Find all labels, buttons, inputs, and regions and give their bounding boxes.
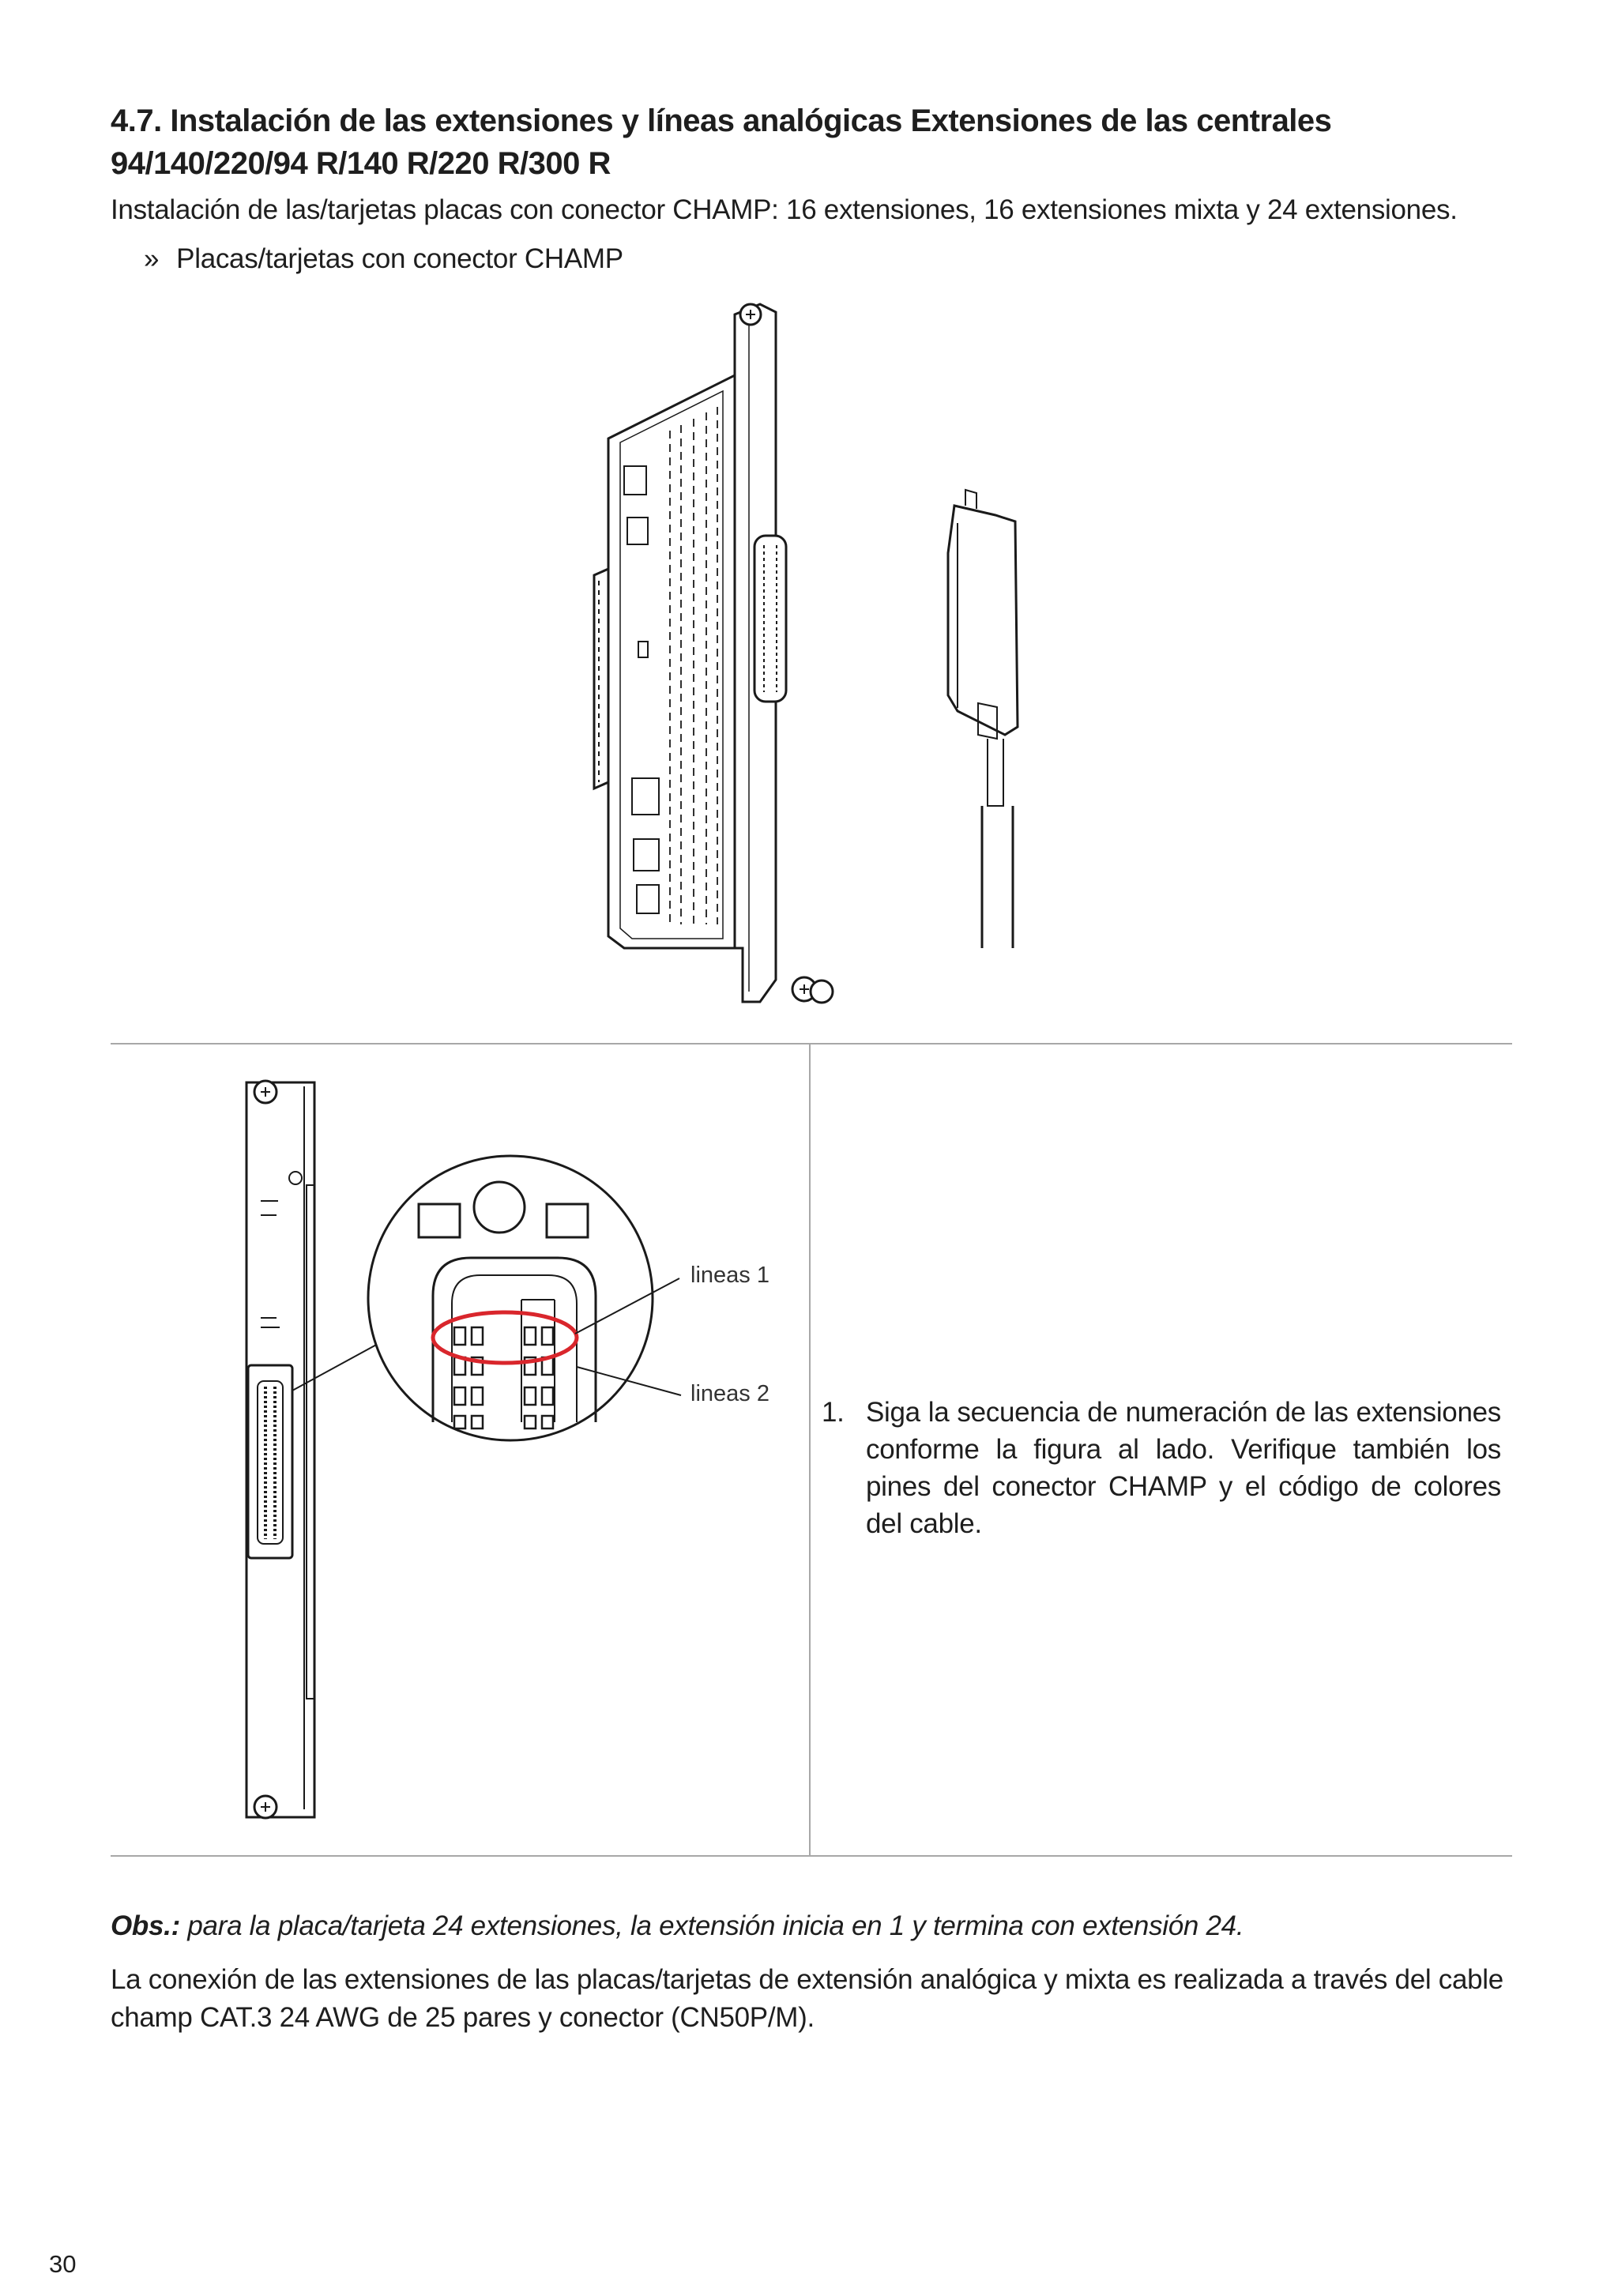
section-number: 4.7. (111, 104, 162, 138)
champ-cable-illustration (948, 490, 1018, 948)
bullet-mark: » (144, 243, 160, 274)
connector-zoom-detail (368, 1156, 681, 1440)
front-panel-illustration (246, 1081, 379, 1818)
connection-paragraph: La conexión de las extensiones de las placas/tarjetas de extensión analógica y mixta es realizada a través del cable champ CAT.3 24 AWG de 25 pares y conector (CN50P/M). (111, 1964, 1503, 2033)
callout-lineas-2: lineas 2 (690, 1381, 769, 1406)
obs-label: Obs.: (111, 1910, 180, 1941)
champ-card-illustration (594, 304, 833, 1003)
obs-text: para la placa/tarjeta 24 extensiones, la extensión inicia en 1 y termina con extensión 24. (179, 1910, 1244, 1941)
callout-lineas-1: lineas 1 (690, 1263, 769, 1288)
step-number: 1. (822, 1397, 845, 1428)
page-number: 30 (49, 2250, 77, 2278)
section-title: Instalación de las extensiones y líneas analógicas Extensiones de las centrales 94/140/220/94 R/140 R/220 R/300 R (111, 104, 1332, 181)
observation-note (111, 1907, 1533, 1945)
table-top-rule (111, 1043, 1512, 1044)
bullet-text: Placas/tarjetas con conector CHAMP (176, 243, 623, 274)
intro-text: Instalación de las/tarjetas placas con conector CHAMP: 16 extensiones, 16 extensiones mixta y 24 extensiones. (111, 194, 1458, 225)
numbered-step (822, 1394, 1501, 1542)
step-text: Siga la secuencia de numeración de las extensiones conforme la figura al lado. Verifique también los pines del conector CHAMP y el código de colores del cable. (866, 1397, 1501, 1539)
table-bottom-rule (111, 1855, 1512, 1857)
table-column-divider (809, 1043, 811, 1855)
